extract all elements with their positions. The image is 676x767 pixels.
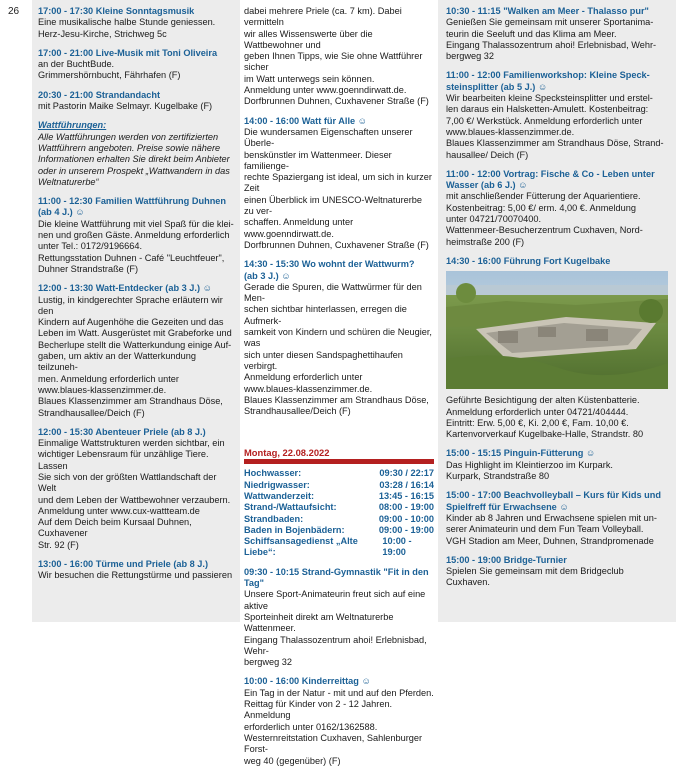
event-line: Genießen Sie gemeinsam mit unserer Sportanima- xyxy=(446,17,654,28)
event-line: Eine musikalische halbe Stunde geniessen. xyxy=(38,17,216,28)
event-line: dabei mehrere Priele (ca. 7 km). Dabei vermitteln xyxy=(244,6,402,28)
event-line: Reittag für Kinder von 2 - 12 Jahren. Anmeldung xyxy=(244,699,393,721)
event-title: 12:00 - 15:30 Abenteuer Priele (ab 8 J.) xyxy=(38,426,206,437)
event-line: len daraus ein Halsketten-Amulett. Kostenbeitrag: xyxy=(446,104,649,115)
event-line: Ein Tag in der Natur - mit und auf den Pferden. xyxy=(244,687,434,698)
tide-label: Wattwanderzeit: xyxy=(244,490,315,501)
event-title: 10:00 - 16:00 Kinderreittag ☺ xyxy=(244,676,371,687)
column-left xyxy=(32,0,240,622)
intro-line: Weltnaturerbe“ xyxy=(38,176,99,187)
event-line: Blaues Klassenzimmer am Strandhaus Döse, xyxy=(38,396,223,407)
event-entry xyxy=(244,6,434,108)
event-line: teurin die Seeluft und das Klima am Meer. xyxy=(446,28,617,39)
event-title: 11:00 - 12:00 Familienworkshop: Kleine Speck- xyxy=(446,70,650,81)
tide-value: 13:45 - 16:15 xyxy=(378,490,434,501)
event-line: sich unter diesen Sandspaghettihaufen verbirgt. xyxy=(244,349,403,371)
event-title: 11:00 - 12:30 Familien Wattführung Duhnen xyxy=(38,196,227,207)
event-line: Lustig, in kindgerechter Sprache erläutern wir den xyxy=(38,294,223,316)
tide-value: 03:28 / 16:14 xyxy=(379,479,434,490)
event-line: benskünstler im Wattenmeer. Dieser familienge- xyxy=(244,149,392,171)
event-title: steinsplitter (ab 5 J.) ☺ xyxy=(446,81,548,92)
tide-value: 09:00 - 10:00 xyxy=(378,513,434,524)
event-entry xyxy=(446,395,668,440)
event-line: Unsere Sport-Animateurin freut sich auf eine aktive xyxy=(244,589,426,611)
event-title: 12:00 - 13:30 Watt-Entdecker (ab 3 J.) ☺ xyxy=(38,283,212,294)
event-title: 15:00 - 19:00 Bridge-Turnier xyxy=(446,554,567,565)
event-line: Auf dem Deich beim Kursaal Duhnen, Cuxhavener xyxy=(38,517,192,539)
event-line: Geführte Besichtigung der alten Küstenbatterie. xyxy=(446,395,640,406)
event-line: Herz-Jesu-Kirche, Strichweg 5c xyxy=(38,28,167,39)
event-title: 20:30 - 21:00 Strandandacht xyxy=(38,89,161,100)
event-title: 14:30 - 15:30 Wo wohnt der Wattwurm? xyxy=(244,259,415,270)
event-line: serer Animateurin und dem Fun Team Volleyball. xyxy=(446,524,644,535)
event-title: 15:00 - 17:00 Beachvolleyball – Kurs für Kids und xyxy=(446,490,661,501)
event-line: Kindern auf Augenhöhe die Gezeiten und das xyxy=(38,317,224,328)
event-line: mit Pastorin Maike Selmayr. Kugelbake (F) xyxy=(38,101,213,112)
event-entry xyxy=(38,283,236,419)
event-line: VGH Stadion am Meer, Duhnen, Strandpromenade xyxy=(446,535,654,546)
fort-kugelbake-photo xyxy=(446,271,668,389)
tide-row xyxy=(244,514,434,525)
event-entry xyxy=(38,196,236,275)
event-title: 17:00 - 21:00 Live-Musik mit Toni Oliveira xyxy=(38,47,218,58)
event-title: Spielfreff für Erwachsene ☺ xyxy=(446,501,569,512)
event-line: Gerade die Spuren, die Wattwürmer für den Men- xyxy=(244,281,422,304)
tide-value: 09:00 - 19:00 xyxy=(378,524,434,535)
event-line: hausallee/ Deich (F) xyxy=(446,149,529,160)
event-title: 13:00 - 16:00 Türme und Priele (ab 8 J.) xyxy=(38,559,209,570)
event-line: Sie sich von der größten Wattlandschaft der Welt xyxy=(38,471,217,494)
event-entry xyxy=(38,48,236,82)
event-line: Rettungsstation Duhnen - Café "Leuchtfeuer", xyxy=(38,252,225,263)
tide-label: Baden in Bojenbädern: xyxy=(244,524,345,535)
event-line: Kurpark, Strandstraße 80 xyxy=(446,471,550,482)
event-line: Wir besuchen die Rettungstürme und passieren xyxy=(38,570,233,581)
event-title: Wasser (ab 6 J.) ☺ xyxy=(446,180,528,191)
event-line: www.blaues-klassenzimmer.de. xyxy=(446,126,575,137)
event-line: Leben im Watt. Ausgerüstet mit Grabeforke und xyxy=(38,328,232,339)
event-line: Eintritt: Erw. 5,00 €, Ki. 2,00 €, Fam. 10,00 €. xyxy=(446,417,629,428)
tide-label: Hochwasser: xyxy=(244,468,302,479)
event-line: Strandhausallee/Deich (F) xyxy=(38,407,145,418)
event-entry xyxy=(446,70,668,160)
event-entry xyxy=(244,116,434,252)
event-line: Kostenbeitrag: 5,00 €/ erm. 4,00 €. Anmeldung xyxy=(446,202,636,213)
tide-table xyxy=(244,468,434,558)
event-line: Eingang Thalassozentrum ahoi! Erlebnisbad, Wehr- xyxy=(446,39,657,50)
event-title: 15:00 - 15:15 Pinguin-Fütterung ☺ xyxy=(446,448,596,459)
event-entry xyxy=(446,6,668,62)
event-entry xyxy=(38,6,236,40)
event-line: samkeit von Kindern und schüren die Neugier, was xyxy=(244,327,432,349)
tide-label: Strand-/Wattaufsicht: xyxy=(244,502,337,513)
event-line: Str. 92 (F) xyxy=(38,539,79,550)
event-line: rechte Spaziergang ist ideal, um sich in kurzer Zeit xyxy=(244,172,432,194)
event-line: Anmeldung erforderlich unter 04721/404444. xyxy=(446,406,629,417)
tide-row xyxy=(244,468,434,479)
tide-row xyxy=(244,491,434,502)
event-entry xyxy=(446,448,668,482)
event-line: bergweg 32 xyxy=(446,51,495,62)
event-line: Westernreitstation Cuxhaven, Sahlenburger Forst- xyxy=(244,732,423,755)
event-line: wir alles Wissenswerte über die Wattbewohner und xyxy=(244,28,373,50)
tide-row xyxy=(244,525,434,536)
event-entry xyxy=(446,555,668,589)
event-line: Kartenvorverkauf Kugelbake-Halle, Strandstr. 80 xyxy=(446,429,644,440)
event-line: 7,00 €/ Werkstück. Anmeldung erforderlich unter xyxy=(446,115,643,126)
event-line: unter Tel.: 0172/9196664. xyxy=(38,241,143,252)
event-title: 10:30 - 11:15 "Walken am Meer - Thalasso pur" xyxy=(446,6,649,16)
event-entry xyxy=(244,567,434,669)
event-line: Die kleine Wattführung mit viel Spaß für die klei- xyxy=(38,218,234,229)
event-line: nen und großen Gäste. Anmeldung erforderlich xyxy=(38,230,230,241)
event-title: (ab 3 J.) ☺ xyxy=(244,270,291,281)
tide-value: 09:30 / 22:17 xyxy=(379,468,434,479)
event-line: www.blaues-klassenzimmer.de. xyxy=(244,383,373,394)
column-right xyxy=(438,0,676,622)
event-line: geben Ihnen Tipps, wie Sie ohne Wattführer sicher xyxy=(244,51,423,73)
event-line: Grimmershörnbucht, Fährhafen (F) xyxy=(38,70,181,81)
column-middle xyxy=(240,0,438,766)
event-line: einen Überblick im UNESCO-Weltnaturerbe zu ver- xyxy=(244,194,423,217)
event-line: mit anschließender Fütterung der Aquarientiere. xyxy=(446,191,641,202)
event-line: men. Anmeldung erforderlich unter xyxy=(38,373,179,384)
intro-line: oder in unserem Prospekt „Wattwandern in das xyxy=(38,165,230,176)
event-entry xyxy=(38,559,236,582)
tide-row xyxy=(244,502,434,513)
event-line: erforderlich unter 0162/1362588. xyxy=(244,721,378,732)
event-title: (ab 4 J.) ☺ xyxy=(38,207,85,218)
event-line: Blaues Klassenzimmer am Strandhaus Döse, Strand- xyxy=(446,138,664,149)
event-line: Dorfbrunnen Duhnen, Cuxhavener Straße (F) xyxy=(244,239,429,250)
event-line: Strandhausallee/Deich (F) xyxy=(244,406,351,417)
event-line: schaffen. Anmeldung unter www.goenndirwatt.de. xyxy=(244,217,354,239)
event-line: Wir bearbeiten kleine Specksteinsplitter und erstel- xyxy=(446,93,653,104)
page-number: 26 xyxy=(8,6,20,17)
event-entry xyxy=(446,169,668,248)
tide-value: 08:00 - 19:00 xyxy=(378,502,434,513)
event-line: gaben, um aktiv an der Watterkundung teilzuneh- xyxy=(38,351,196,373)
event-title: 14:00 - 16:00 Watt für Alle ☺ xyxy=(244,115,368,126)
event-entry xyxy=(244,259,434,417)
tide-label: Niedrigwasser: xyxy=(244,479,310,490)
event-entry xyxy=(38,427,236,551)
event-line: und dem Leben der Wattbewohner verzaubern. xyxy=(38,494,231,505)
event-line: Blaues Klassenzimmer am Strandhaus Döse, xyxy=(244,394,429,405)
event-line: Anmeldung unter www.cux-wattteam.de xyxy=(38,505,200,516)
tide-label: Strandbaden: xyxy=(244,513,304,524)
event-line: Anmeldung erforderlich unter xyxy=(244,372,363,383)
tide-row xyxy=(244,480,434,491)
event-line: Anmeldung unter www.goenndirwatt.de. xyxy=(244,85,407,96)
event-entry xyxy=(38,90,236,113)
event-title: 14:30 - 16:00 Führung Fort Kugelbake xyxy=(446,255,611,266)
event-entry xyxy=(446,490,668,546)
tide-label: Schiffsansagedienst „Alte Liebe“: xyxy=(244,536,358,558)
event-line: im Watt unterwegs sein können. xyxy=(244,73,375,84)
event-line: www.blaues-klassenzimmer.de. xyxy=(38,384,167,395)
tide-value: 10:00 - 19:00 xyxy=(382,536,412,558)
event-entry xyxy=(446,256,668,267)
event-line: unter 04721/70070400. xyxy=(446,214,542,225)
date-divider-bar xyxy=(244,459,434,464)
event-line: Einmalige Wattstrukturen werden sichtbar, ein xyxy=(38,438,225,449)
event-line: Becherlupe stellt die Watterkundung einige Auf- xyxy=(38,339,232,350)
event-line: Kinder ab 8 Jahren und Erwachsene spielen mit un- xyxy=(446,512,657,523)
intro-line: Alle Wattführungen werden von zertifizierten xyxy=(38,131,219,142)
event-title: 17:00 - 17:30 Kleine Sonntagsmusik xyxy=(38,6,195,16)
wattfuehrungen-heading: Wattführungen: xyxy=(38,120,107,131)
wattfuehrungen-intro xyxy=(38,132,236,188)
event-line: Wattenmeer-Besucherzentrum Cuxhaven, Nord- xyxy=(446,225,643,236)
event-line: heimstraße 200 (F) xyxy=(446,236,525,247)
event-line: an der BuchtBude. xyxy=(38,59,115,70)
event-line: Die wundersamen Eigenschaften unserer Überle- xyxy=(244,126,413,149)
event-line: Sporteinheit direkt am Weltnaturerbe Wattenmeer. xyxy=(244,611,394,634)
event-line: Das Highlight im Kleintierzoo im Kurpark. xyxy=(446,459,613,470)
event-entry xyxy=(244,676,434,766)
event-line: weg 40 (gegenüber) (F) xyxy=(244,755,341,766)
event-title: 11:00 - 12:00 Vortrag: Fische & Co - Leben unter xyxy=(446,168,655,179)
event-line: bergweg 32 xyxy=(244,657,293,668)
date-heading: Montag, 22.08.2022 xyxy=(244,447,330,459)
tide-row xyxy=(244,536,434,559)
intro-line: Informationen erhalten Sie direkt beim Anbieter xyxy=(38,154,230,165)
intro-line: Wattführern angeboten. Preise sowie nähere xyxy=(38,142,221,153)
event-line: wichtiger Lebensraum für unzählige Tiere. Lassen xyxy=(38,449,209,471)
event-line: Eingang Thalassozentrum ahoi! Erlebnisbad, Wehr- xyxy=(244,634,427,656)
event-line: Duhner Strandstraße (F) xyxy=(38,263,139,274)
event-line: Dorfbrunnen Duhnen, Cuxhavener Straße (F) xyxy=(244,96,429,107)
event-line: Spielen Sie gemeinsam mit dem Bridgeclub Cuxhaven. xyxy=(446,566,624,588)
event-title: 09:30 - 10:15 Strand-Gymnastik "Fit in den Tag" xyxy=(244,566,429,589)
event-line: schen sichtbar hinterlassen, erregen die Aufmerk- xyxy=(244,304,407,326)
